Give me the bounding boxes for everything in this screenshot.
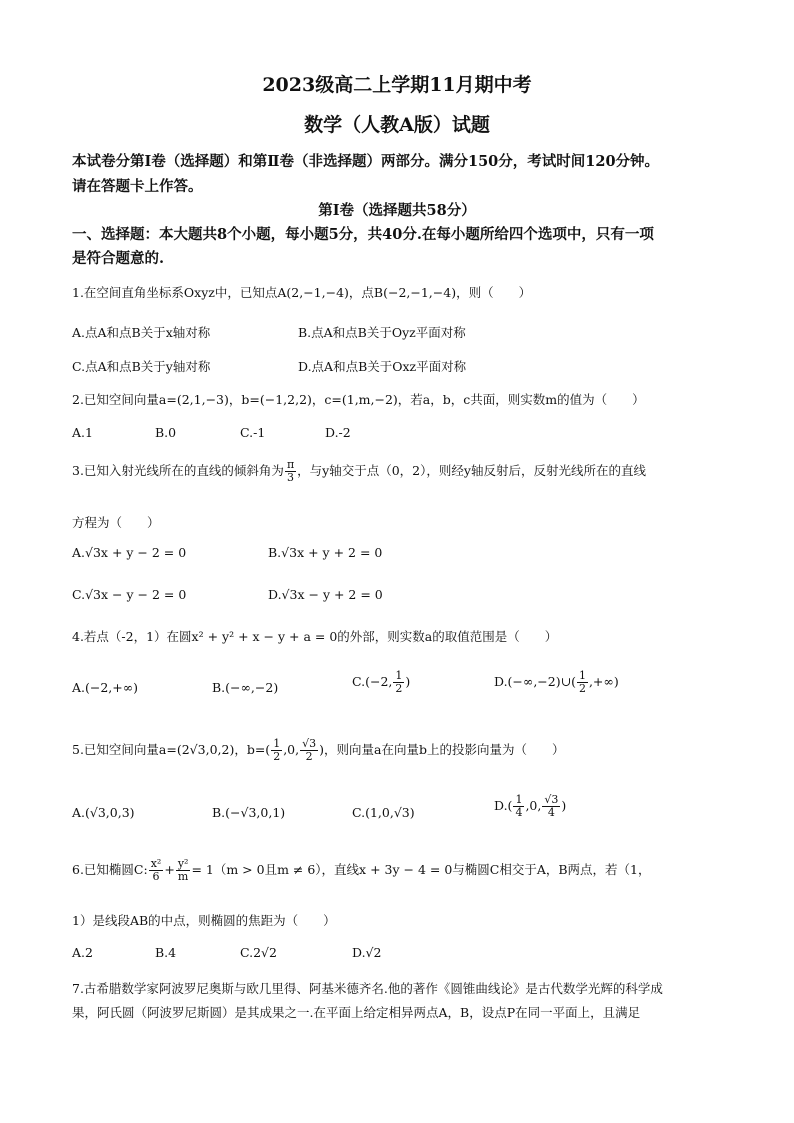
exam-title: 2023级高二上学期11月期中考 <box>262 74 532 96</box>
q4c-num: 1 <box>395 669 403 682</box>
question-2-stem: 2.已知空间向量a=(2,1,−3)，b=(−1,2,2)，c=(1,m,−2)，若a，b，c共面，则实数m的值为（ ） <box>72 392 645 407</box>
question-4-option-c <box>352 670 410 695</box>
q6-post: = 1（m > 0且m ≠ 6），直线x + 3y − 4 = 0与椭圆C相交于A，B两点，若（1， <box>191 862 651 878</box>
question-5-option-c: C.(1,0,√3) <box>352 805 415 820</box>
q6-x-num: x² <box>150 857 162 870</box>
question-7-line-1: 7.古希腊数学家阿波罗尼奥斯与欧几里得、阿基米德齐名.他的著作《圆锥曲线论》是古代数学光辉的科学成 <box>72 981 663 996</box>
angle-numerator: π <box>286 458 295 471</box>
question-6-option-c: C.2√2 <box>240 945 277 960</box>
q6-y-num: y² <box>177 857 189 870</box>
question-2-option-b: B.0 <box>155 425 177 440</box>
q4d-den: 2 <box>578 682 586 696</box>
q5-pre: 5.已知空间向量a=(2√3,0,2)，b=( <box>72 742 271 758</box>
q5-b-den-2: 2 <box>305 750 313 764</box>
question-2-option-c: C.-1 <box>240 425 266 440</box>
intro-line-1: 本试卷分第Ⅰ卷（选择题）和第Ⅱ卷（非选择题）两部分。满分150分，考试时间120分钟。 <box>72 153 660 170</box>
q4c-pre: C.(−2, <box>352 674 393 690</box>
angle-fraction <box>285 459 296 484</box>
q4c-den: 2 <box>395 682 403 696</box>
q4d-post: ,+∞) <box>588 674 619 690</box>
exam-subtitle: 数学（人教A版）试题 <box>304 114 490 136</box>
question-1-option-a: A.点A和点B关于x轴对称 <box>72 325 211 340</box>
question-5-stem <box>72 738 564 763</box>
q6-y-den: m <box>177 870 189 884</box>
question-2-option-a: A.1 <box>72 425 93 440</box>
question-3-option-d: D.√3x − y + 2 = 0 <box>268 587 383 602</box>
q5-b-fraction-2 <box>300 738 318 763</box>
question-3-stem-post: ，与y轴交于点（0，2），则经y轴反射后，反射光线所在的直线 <box>297 463 646 479</box>
question-5-option-d <box>494 794 566 819</box>
q5d-num-1: 1 <box>515 793 523 806</box>
q6-x-fraction <box>149 858 164 883</box>
q5d-mid: ,0, <box>525 798 542 814</box>
q5d-pre: D.( <box>494 798 513 814</box>
question-6-option-a: A.2 <box>72 945 93 960</box>
section-heading: 第Ⅰ卷（选择题共58分） <box>318 202 476 219</box>
question-3-stem-pre: 3.已知入射光线所在的直线的倾斜角为 <box>72 463 284 479</box>
question-1-option-d: D.点A和点B关于Oxz平面对称 <box>298 359 467 374</box>
q5-b-num-2: √3 <box>302 737 317 750</box>
question-1-option-b: B.点A和点B关于Oyz平面对称 <box>298 325 466 340</box>
question-5-option-a: A.(√3,0,3) <box>72 805 135 820</box>
question-3-option-c: C.√3x − y − 2 = 0 <box>72 587 187 602</box>
intro-line-2: 请在答题卡上作答。 <box>72 178 203 195</box>
q5d-den-1: 4 <box>515 806 523 820</box>
q4c-post: ) <box>405 674 411 690</box>
angle-denominator: 3 <box>287 471 295 485</box>
question-3-stem <box>72 459 646 484</box>
question-3-option-a: A.√3x + y − 2 = 0 <box>72 545 187 560</box>
question-1-stem: 1.在空间直角坐标系Oxyz中，已知点A(2,−1,−4)，点B(−2,−1,−4)，则（ ） <box>72 285 532 300</box>
q6-y-fraction <box>176 858 191 883</box>
question-4-option-a: A.(−2,+∞) <box>72 680 139 695</box>
q5d-post: ) <box>561 798 567 814</box>
question-6-stem: 6.已知椭圆C: $\frac{\text{x²}}{6}$ + $\frac{\text{y²}}{m}$ = 1（m > 0且m ≠ 6），直线x + 3y − 4 = 0与椭圆C相交于A，B两点，若（1， <box>72 857 651 884</box>
question-6-option-d: D.√2 <box>352 945 382 960</box>
q5-b-fraction-1 <box>271 738 282 763</box>
q4d-pre: D.(−∞,−2)∪( <box>494 674 576 690</box>
question-5-option-b: B.(−√3,0,1) <box>212 805 286 820</box>
part-instruction-1: 一、选择题：本大题共8个小题，每小题5分，共40分.在每小题所给四个选项中，只有一项 <box>72 226 654 243</box>
q5d-fraction-1 <box>513 794 524 819</box>
q5d-num-2: √3 <box>544 793 559 806</box>
question-4-option-d <box>494 670 619 695</box>
question-2-option-d: D.-2 <box>325 425 351 440</box>
q5-b-den-1: 2 <box>273 750 281 764</box>
q5-b-mid: ,0, <box>283 742 300 758</box>
q4d-fraction <box>577 670 588 695</box>
q4d-num: 1 <box>578 669 586 682</box>
question-6-option-b: B.4 <box>155 945 177 960</box>
question-1-option-c: C.点A和点B关于y轴对称 <box>72 359 211 374</box>
question-3-stem-line2: 方程为（ ） <box>72 515 160 530</box>
question-4-option-b: B.(−∞,−2) <box>212 680 279 695</box>
question-3-option-b: B.√3x + y + 2 = 0 <box>268 545 383 560</box>
question-7-line-2: 果，阿氏圆（阿波罗尼斯圆）是其成果之一.在平面上给定相异两点A，B，设点P在同一平面上，且满足 <box>72 1005 641 1020</box>
q5d-fraction-2 <box>542 794 560 819</box>
q6-pre: 6.已知椭圆C: <box>72 862 148 878</box>
q6-x-den: 6 <box>152 870 160 884</box>
question-4-stem: 4.若点（-2，1）在圆x² + y² + x − y + a = 0的外部，则实数a的取值范围是（ ） <box>72 629 558 644</box>
q5-b-num-1: 1 <box>273 737 281 750</box>
q5d-den-2: 4 <box>547 806 555 820</box>
question-6-stem-line2: 1）是线段AB的中点，则椭圆的焦距为（ ） <box>72 913 336 928</box>
part-instruction-2: 是符合题意的. <box>72 250 165 267</box>
q4c-fraction <box>393 670 404 695</box>
q5-post: )，则向量a在向量b上的投影向量为（ ） <box>319 742 565 758</box>
